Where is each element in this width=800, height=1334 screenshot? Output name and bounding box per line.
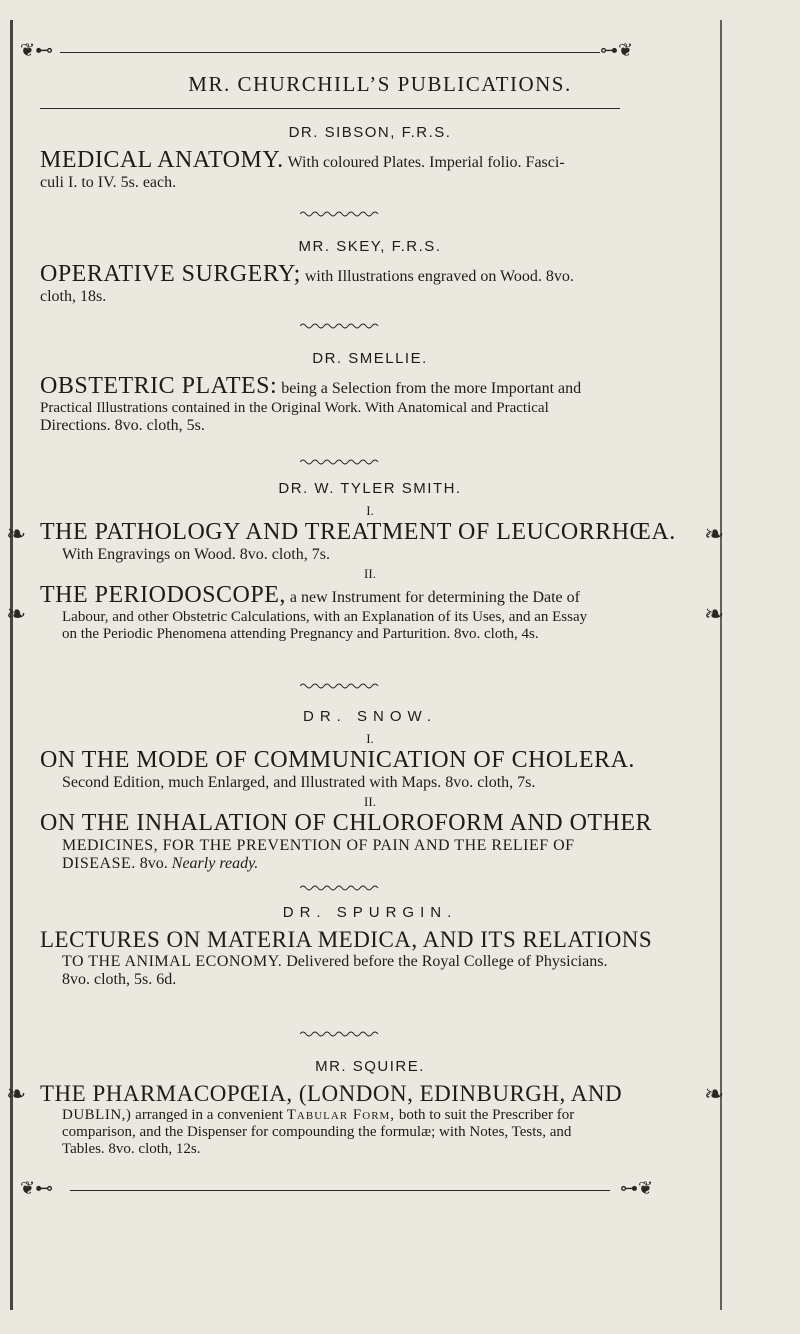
bottom-right-flourish-icon: ⊶❦ <box>620 1178 654 1199</box>
book-title: MEDICAL ANATOMY. <box>40 147 284 173</box>
left-border-rule <box>10 20 13 1310</box>
book-subtitle: TO THE ANIMAL ECONOMY. <box>62 953 283 970</box>
book-description-cont: Labour, and other Obstetric Calculations, with an Explanation of its Uses, and an Essay <box>62 609 588 625</box>
left-side-ornament-icon: ❧ <box>6 520 27 548</box>
author-name: DR. SNOW. <box>302 708 437 725</box>
divider-squiggle <box>300 884 380 892</box>
left-side-ornament-icon: ❧ <box>6 600 27 628</box>
book-description: arranged in a convenient <box>135 1107 284 1123</box>
bottom-rule <box>70 1190 610 1191</box>
right-side-ornament-icon: ❧ <box>704 1080 725 1108</box>
book-subtitle: DUBLIN,) <box>62 1107 132 1123</box>
divider-squiggle <box>300 322 380 330</box>
divider-squiggle <box>300 682 380 690</box>
book-description-cont: cloth, 18s. <box>40 288 107 305</box>
book-description-cont: comparison, and the Dispenser for compounding the formulæ; with Notes, Tests, and <box>62 1124 572 1140</box>
divider-squiggle <box>300 1030 380 1038</box>
book-title: ON THE MODE OF COMMUNICATION OF CHOLERA. <box>40 747 635 773</box>
book-title: LECTURES ON MATERIA MEDICA, AND ITS RELATIONS <box>40 927 653 952</box>
author-name: MR. SQUIRE. <box>315 1058 425 1075</box>
book-description-cont: Directions. 8vo. cloth, 5s. <box>40 417 205 434</box>
book-title: ON THE INHALATION OF CHLOROFORM AND OTHER <box>40 810 653 836</box>
book-title: OPERATIVE SURGERY; <box>40 261 301 287</box>
book-description: 8vo. <box>139 855 168 872</box>
author-name: DR. W. TYLER SMITH. <box>278 480 462 497</box>
item-number: I. <box>366 503 374 518</box>
right-side-ornament-icon: ❧ <box>704 520 725 548</box>
book-description: Second Edition, much Enlarged, and Illustrated with Maps. 8vo. cloth, 7s. <box>62 774 536 791</box>
top-rule <box>60 52 600 53</box>
book-title: THE PERIODOSCOPE, <box>40 582 286 608</box>
entry-squire <box>40 1058 700 1158</box>
book-subtitle-cont: DISEASE. <box>62 855 136 872</box>
book-description: with Illustrations engraved on Wood. 8vo. <box>304 268 574 285</box>
book-description: Delivered before the Royal College of Physicians. <box>286 953 608 970</box>
author-name: DR. SMELLIE. <box>312 350 428 367</box>
header-rule <box>40 108 620 109</box>
entry-skey <box>40 238 700 306</box>
availability-note: Nearly ready. <box>171 855 259 872</box>
entry-snow <box>40 708 700 873</box>
bottom-left-flourish-icon: ❦⊷ <box>20 1178 54 1199</box>
item-number: II. <box>364 794 376 809</box>
book-title: OBSTETRIC PLATES: <box>40 373 278 399</box>
book-title: THE PHARMACOPŒIA, (LONDON, EDINBURGH, AND <box>40 1081 623 1106</box>
author-name: MR. SKEY, F.R.S. <box>298 238 442 255</box>
entry-sibson <box>40 124 700 192</box>
book-description: being a Selection from the more Important and <box>281 380 582 397</box>
book-description-cont: on the Periodic Phenomena attending Pregnancy and Parturition. 8vo. cloth, 4s. <box>62 626 539 642</box>
entry-smellie <box>40 350 700 435</box>
book-description-cont: Practical Illustrations contained in the Original Work. With Anatomical and Practical <box>40 400 549 416</box>
divider-squiggle <box>300 210 380 218</box>
book-description-cont: culi I. to IV. 5s. each. <box>40 174 177 191</box>
entry-spurgin <box>40 904 700 989</box>
divider-squiggle <box>300 458 380 466</box>
right-border-rule <box>720 20 722 1310</box>
book-description: a new Instrument for determining the Date of <box>289 589 580 606</box>
top-left-flourish-icon: ❦⊷ <box>20 40 54 61</box>
top-right-flourish-icon: ⊶❦ <box>600 40 634 61</box>
author-name: DR. SPURGIN. <box>282 904 458 921</box>
book-description: With coloured Plates. Imperial folio. Fasci- <box>287 154 565 171</box>
item-number: I. <box>366 731 374 746</box>
item-number: II. <box>364 566 376 581</box>
left-side-ornament-icon: ❧ <box>6 1080 27 1108</box>
right-side-ornament-icon: ❧ <box>704 600 725 628</box>
tabular-form-label: Tabular Form, <box>286 1107 396 1123</box>
entry-tyler-smith <box>40 480 700 643</box>
book-description: With Engravings on Wood. 8vo. cloth, 7s. <box>62 546 330 563</box>
book-description-after: both to suit the Prescriber for <box>398 1107 575 1123</box>
book-title: THE PATHOLOGY AND TREATMENT OF LEUCORRHŒA. <box>40 519 676 545</box>
book-description-cont: 8vo. cloth, 5s. 6d. <box>62 971 177 988</box>
page-header: MR. CHURCHILL’S PUBLICATIONS. <box>188 72 572 96</box>
book-description-cont: Tables. 8vo. cloth, 12s. <box>62 1141 201 1157</box>
author-name: DR. SIBSON, F.R.S. <box>288 124 452 141</box>
book-subtitle: MEDICINES, FOR THE PREVENTION OF PAIN AND THE RELIEF OF <box>62 837 575 854</box>
